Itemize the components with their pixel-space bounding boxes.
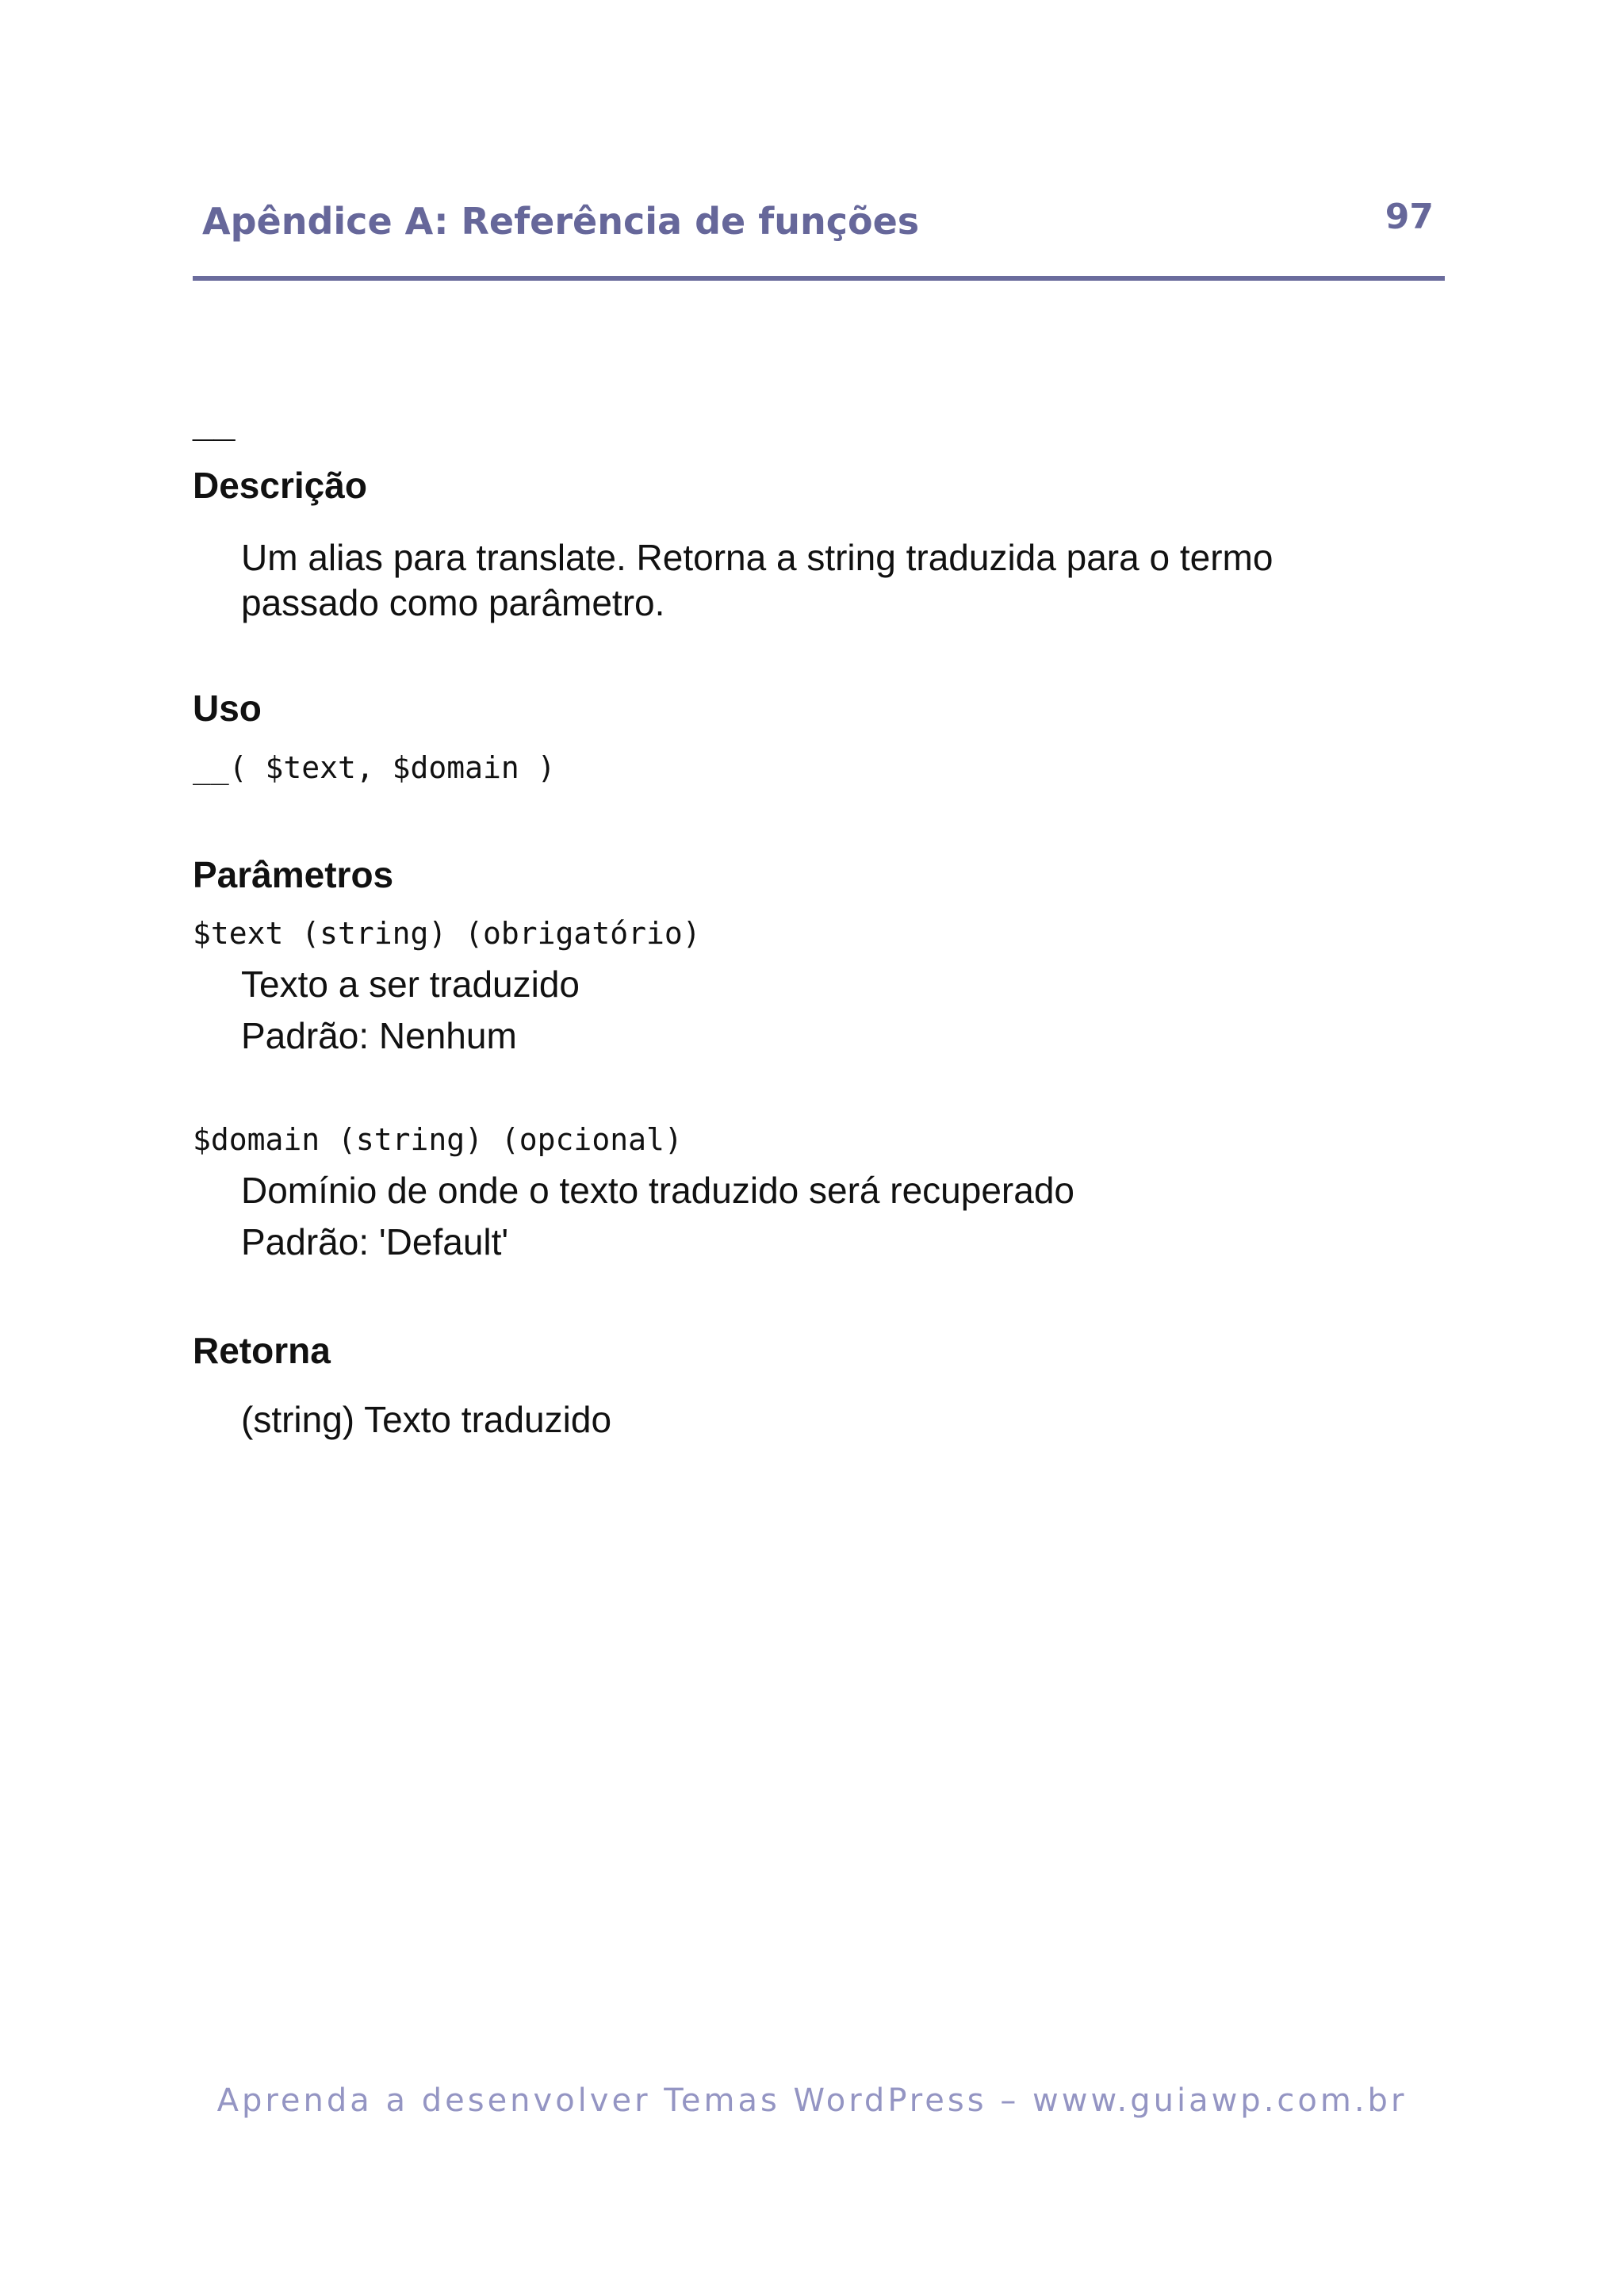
param-signature: $domain (string) (opcional) [193,1122,683,1157]
page-header [193,184,1445,281]
usage-heading: Uso [193,688,262,729]
param-description: Texto a ser traduzido [241,964,580,1005]
param-description: Domínio de onde o texto traduzido será recuperado [241,1170,1074,1211]
param-default: Padrão: 'Default' [241,1221,509,1262]
usage-code: __( $text, $domain ) [193,750,556,785]
param-signature: $text (string) (obrigatório) [193,916,701,951]
returns-text: (string) Texto traduzido [241,1399,612,1440]
returns-heading: Retorna [193,1330,331,1371]
description-text: Um alias para translate. Retorna a string traduzida para o termo passado como parâmetro. [241,537,1274,623]
chapter-title: Apêndice A: Referência de funções [202,200,920,243]
page-number: 97 [1385,197,1434,237]
description-heading: Descrição [193,465,367,506]
function-name: __ [193,403,236,445]
parameters-heading: Parâmetros [193,854,394,895]
page-footer: Aprenda a desenvolver Temas WordPress – www.guiawp.com.br [216,2082,1408,2119]
param-default: Padrão: Nenhum [241,1015,517,1056]
